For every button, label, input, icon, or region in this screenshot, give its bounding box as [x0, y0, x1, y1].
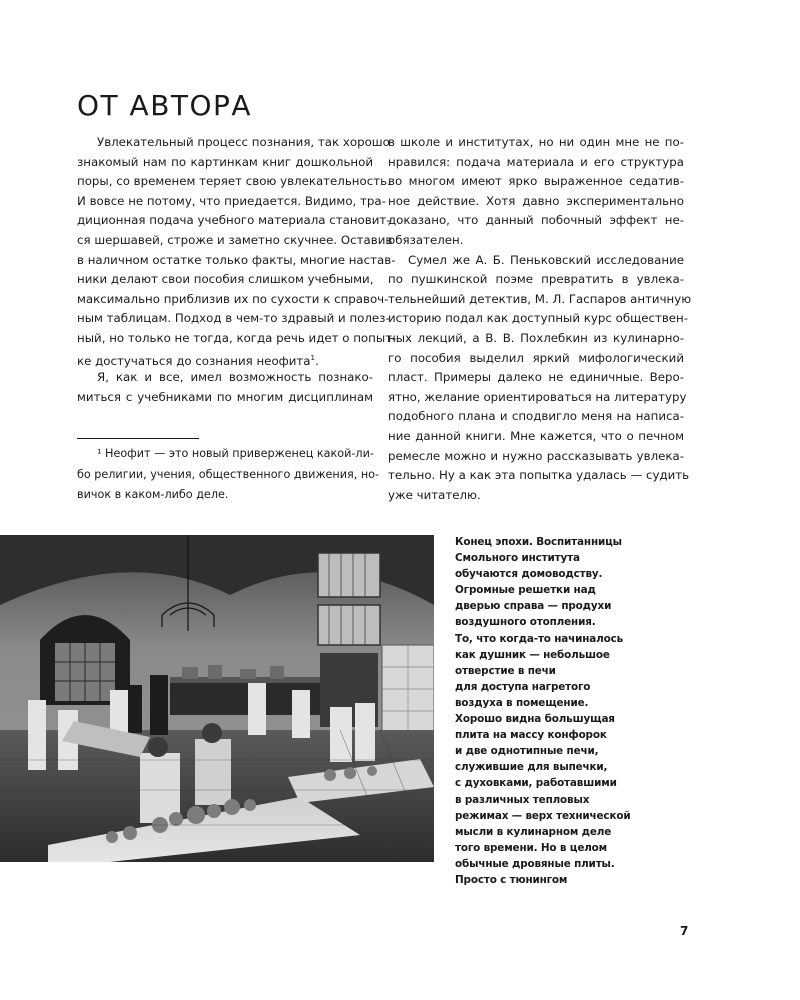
- text-line: тельно. Ну а как эта попытка удалась — судить: [388, 468, 690, 483]
- caption-line: воздушного отопления.: [455, 616, 596, 629]
- caption-line: Просто с тюнингом: [455, 873, 568, 886]
- photo-caption: [455, 534, 645, 888]
- caption-line: Огромные решетки над: [455, 584, 596, 597]
- text-line: по пушкинской поэме превратить в увлека-: [388, 272, 684, 287]
- text-line: поры, со временем теряет свою увлекательность.: [77, 174, 391, 189]
- caption-line: дверью справа — продухи: [455, 600, 612, 613]
- caption-line: То, что когда-то начиналось: [455, 632, 624, 645]
- text-line: обязателен.: [388, 232, 464, 247]
- historic-kitchen-photo: [0, 535, 434, 862]
- photo-vent-grille: [318, 553, 380, 597]
- text-line: историю подал как доступный курс обществен-: [388, 311, 689, 326]
- text-fragment: ке достучаться до сознания неофита: [77, 353, 311, 368]
- caption-line: воздуха в помещение.: [455, 696, 589, 709]
- text-line: ный, но только не тогда, когда речь идет о попыт-: [77, 330, 397, 345]
- text-line: миться с учебниками по многим дисциплинам: [77, 389, 373, 404]
- text-line: диционная подача учебного материала становит-: [77, 213, 391, 228]
- text-line: ние данной книги. Мне кажется, что о печном: [388, 428, 684, 443]
- text-line: ремесле можно и нужно рассказывать увлека-: [388, 448, 684, 463]
- text-line: пласт. Примеры далеко не единичные. Веро-: [388, 370, 684, 385]
- text-line: ным таблицам. Подход в чем-то здравый и полез-: [77, 311, 390, 326]
- footnote: [77, 444, 380, 506]
- text-line: го пособия выделил яркий мифологический: [388, 350, 684, 365]
- footnote-rule: [77, 438, 199, 439]
- caption-line: в различных тепловых: [455, 793, 590, 806]
- text-line: ся шершавей, строже и заметно скучнее. Оставив: [77, 232, 393, 247]
- caption-line: обучаются домоводству.: [455, 568, 603, 581]
- text-line: тельнейший детектив, М. Л. Гаспаров античную: [388, 291, 692, 306]
- photo-vent-grille: [318, 605, 380, 645]
- caption-line: Хорошо видна большущая: [455, 713, 615, 726]
- caption-line: отверстие в печи: [455, 664, 556, 677]
- text-line: [77, 349, 373, 369]
- text-line: ное действие. Хотя давно экспериментально: [388, 193, 684, 208]
- text-line: ных лекций, а В. В. Похлебкин из кулинарно-: [388, 330, 684, 345]
- page-number: 7: [680, 924, 689, 938]
- text-line: в школе и институтах, но ни один мне не по-: [388, 135, 684, 149]
- caption-line: того времени. Но в целом: [455, 841, 608, 854]
- text-fragment: .: [314, 353, 319, 368]
- text-line: И вовсе не потому, что приедается. Видимо, тра-: [77, 193, 386, 208]
- caption-line: для доступа нагретого: [455, 680, 591, 693]
- caption-line: мысли в кулинарном деле: [455, 825, 612, 838]
- text-line: знакомый нам по картинкам книг дошкольной: [77, 154, 373, 169]
- text-line: Увлекательный процесс познания, так хорошо: [97, 135, 390, 149]
- text-line: подобного плана и сподвигло меня на написа-: [388, 409, 684, 424]
- text-line: ники делают свои пособия слишком учебными,: [77, 272, 374, 287]
- caption-line: режимах — верх технической: [455, 809, 631, 822]
- caption-line: и две однотипные печи,: [455, 745, 599, 758]
- caption-line: обычные дровяные плиты.: [455, 857, 615, 870]
- footnote-line: бо религии, учения, общественного движения, но-: [77, 467, 380, 481]
- footnote-line: ¹ Неофит — это новый приверженец какой-ли-: [97, 447, 374, 460]
- text-line: нравился: подача материала и его структура: [388, 154, 684, 169]
- text-line: Сумел же А. Б. Пеньковский исследование: [408, 252, 684, 267]
- text-line: доказано, что данный побочный эффект не-: [388, 213, 684, 228]
- text-line: максимально приблизив их по сухости к справоч-: [77, 291, 389, 306]
- footnote-reference[interactable]: 1: [310, 353, 315, 362]
- text-line: в наличном остатке только факты, многие настав-: [77, 252, 396, 267]
- page-title: ОТ АВТОРА: [77, 89, 253, 122]
- right-column: [388, 133, 692, 505]
- caption-line: как душник — небольшое: [455, 648, 610, 661]
- text-line: ятно, желание ориентироваться на литературу: [388, 389, 687, 404]
- caption-line: служившие для выпечки,: [455, 761, 608, 774]
- caption-line: Смольного института: [455, 552, 580, 565]
- text-line: во многом имеют ярко выраженное седатив-: [388, 174, 684, 189]
- caption-line: плита на массу конфорок: [455, 729, 607, 742]
- footnote-line: вичок в каком-либо деле.: [77, 488, 229, 501]
- text-line: Я, как и все, имел возможность познако-: [97, 370, 373, 385]
- left-column: [77, 133, 397, 407]
- text-line: уже читателю.: [388, 487, 481, 502]
- caption-line: Конец эпохи. Воспитанницы: [455, 536, 622, 548]
- caption-line: с духовками, работавшими: [455, 777, 617, 790]
